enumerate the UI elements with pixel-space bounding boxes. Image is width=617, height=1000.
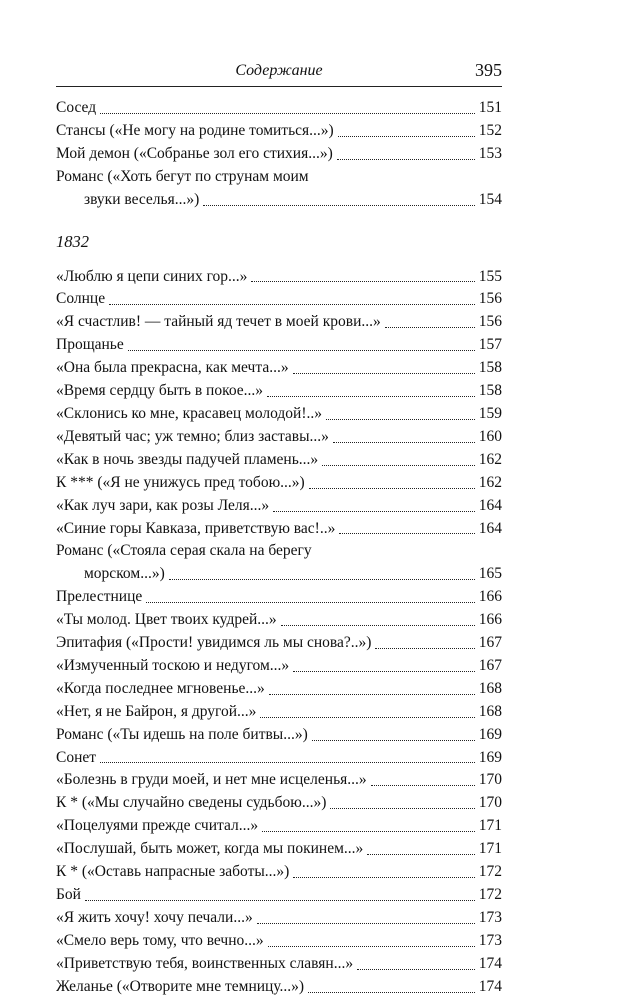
toc-entry-page: 156: [478, 290, 502, 308]
toc-entry-page: 154: [478, 190, 502, 208]
toc-entry: [56, 678, 502, 701]
toc-entry: [56, 724, 502, 747]
dot-leader: [333, 442, 475, 443]
toc-list-1832: [56, 266, 502, 999]
toc-entry: [56, 472, 502, 495]
toc-entry-title: Сонет: [56, 748, 97, 766]
toc-entry-title: Прощанье: [56, 336, 124, 354]
dot-leader: [385, 327, 475, 328]
toc-entry: [56, 701, 502, 724]
dot-leader: [281, 625, 475, 626]
dot-leader: [100, 762, 475, 763]
dot-leader: [260, 717, 474, 718]
toc-entry-page: 172: [478, 886, 502, 903]
toc-entry-title: «Поцелуями прежде считал...»: [56, 817, 259, 835]
dot-leader: [257, 923, 475, 924]
toc-entry-continuation-row: [56, 563, 502, 586]
toc-list-before: [56, 97, 502, 212]
dot-leader: [371, 785, 475, 786]
toc-entry-page: 152: [478, 121, 502, 139]
dot-leader: [293, 671, 475, 672]
toc-entry-title: «Смело верь тому, что вечно...»: [56, 931, 264, 949]
toc-entry: [56, 861, 502, 884]
toc-entry-page: 165: [478, 565, 502, 583]
dot-leader: [339, 533, 474, 534]
toc-page: [56, 58, 502, 999]
toc-entry-title: «Нет, я не Байрон, я другой...»: [56, 702, 257, 720]
dot-leader: [251, 281, 474, 282]
toc-entry: [56, 769, 502, 792]
toc-entry-title: Мой демон («Собранье зол его стихия...»): [56, 144, 333, 162]
toc-entry-title: К * («Мы случайно сведены судьбою...»): [56, 794, 327, 812]
toc-entry-page: 168: [478, 702, 502, 720]
toc-entry-page: 173: [478, 908, 502, 926]
toc-entry-title: «Я счастлив! — тайный яд течет в моей крови...»: [56, 313, 381, 331]
toc-entry: [56, 609, 502, 632]
dot-leader: [203, 205, 474, 206]
running-title: Содержание: [235, 62, 323, 79]
toc-entry: [56, 930, 502, 953]
toc-entry: [56, 953, 502, 976]
toc-entry: [56, 380, 502, 403]
toc-entry-title: «Я жить хочу! хочу печали...»: [56, 908, 253, 926]
toc-entry: [56, 518, 502, 541]
toc-entry: [56, 143, 502, 166]
toc-entry-title: «Девятый час; уж темно; близ заставы...»: [56, 427, 329, 445]
toc-entry-page: 169: [478, 748, 502, 766]
toc-entry: [56, 792, 502, 815]
dot-leader: [268, 946, 475, 947]
dot-leader: [262, 831, 475, 832]
toc-entry-title: Солнце: [56, 290, 106, 308]
dot-leader: [309, 488, 475, 489]
dot-leader: [375, 648, 474, 649]
toc-entry-title: «Когда последнее мгновенье...»: [56, 679, 265, 697]
dot-leader: [267, 396, 475, 397]
toc-entry: [56, 120, 502, 143]
toc-entry-title: «Болезнь в груди моей, и нет мне исцеленья...»: [56, 771, 367, 789]
dot-leader: [322, 465, 475, 466]
dot-leader: [308, 992, 475, 993]
toc-entry-title: «Приветствую тебя, воинственных славян...»: [56, 954, 354, 972]
toc-entry-continuation-row: [56, 189, 502, 212]
toc-entry: [56, 334, 502, 357]
toc-entry-title: «Как в ночь звезды падучей пламень...»: [56, 450, 319, 468]
toc-entry: [56, 907, 502, 930]
toc-entry: [56, 884, 502, 907]
toc-entry-title: Романс («Стояла серая скала на берегу: [56, 542, 312, 560]
toc-entry-title: «Она была прекрасна, как мечта...»: [56, 359, 289, 377]
toc-entry-title: К *** («Я не унижусь пред тобою...»): [56, 473, 305, 491]
toc-entry: [56, 449, 502, 472]
toc-entry-page: 170: [478, 794, 502, 812]
toc-entry-page: 171: [478, 817, 502, 835]
toc-entry-title: «Люблю я цепи синих гор...»: [56, 267, 248, 285]
dot-leader: [109, 304, 475, 305]
toc-entry: [56, 426, 502, 449]
running-header: [56, 58, 502, 84]
toc-entry-page: 168: [478, 679, 502, 697]
toc-entry-title-continuation: морском...»): [84, 565, 165, 583]
toc-entry-title: Романс («Ты идешь на поле битвы...»): [56, 725, 308, 743]
dot-leader: [100, 113, 475, 114]
toc-entry-title: «Измученный тоскою и недугом...»: [56, 656, 290, 674]
toc-entry: [56, 838, 502, 861]
toc-entry-page: 156: [478, 313, 502, 331]
toc-entry-title: Прелестнице: [56, 588, 143, 606]
toc-entry-title: «Ты молод. Цвет твоих кудрей...»: [56, 611, 277, 629]
toc-entry-page: 162: [478, 450, 502, 468]
toc-entry-title-continuation: звуки веселья...»): [84, 190, 200, 208]
toc-entry-title: Желанье («Отворите мне темницу...»): [56, 977, 305, 995]
dot-leader: [326, 419, 475, 420]
toc-entry-page: 172: [478, 863, 502, 881]
toc-entry-title: «Склонись ко мне, красавец молодой!..»: [56, 404, 322, 422]
toc-entry-page: 157: [478, 336, 502, 354]
toc-entry-page: 171: [478, 840, 502, 858]
dot-leader: [269, 694, 475, 695]
toc-entry-page: 153: [478, 144, 502, 162]
toc-entry-page: 151: [478, 99, 502, 116]
dot-leader: [337, 159, 475, 160]
toc-entry: [56, 166, 502, 212]
dot-leader: [169, 579, 475, 580]
toc-entry-page: 167: [478, 634, 502, 652]
dot-leader: [293, 877, 474, 878]
dot-leader: [273, 511, 475, 512]
toc-entry-title: Романс («Хоть бегут по струнам моим: [56, 167, 309, 185]
toc-entry: [56, 97, 502, 120]
toc-entry-page: 174: [478, 954, 502, 972]
toc-entry-page: 166: [478, 611, 502, 629]
section-year-heading: 1832: [56, 231, 89, 251]
dot-leader: [357, 969, 475, 970]
toc-entry-title: Эпитафия («Прости! увидимся ль мы снова?..»): [56, 634, 372, 652]
toc-entry-title: Стансы («Не могу на родине томиться...»): [56, 121, 334, 139]
toc-entry: [56, 540, 502, 586]
dot-leader: [367, 854, 474, 855]
dot-leader: [146, 602, 475, 603]
toc-entry: [56, 288, 502, 311]
toc-entry-title: «Синие горы Кавказа, приветствую вас!..»: [56, 519, 336, 537]
toc-entry-title: Бой: [56, 886, 81, 903]
toc-entry-title: «Послушай, быть может, когда мы покинем...»: [56, 840, 364, 858]
dot-leader: [128, 350, 475, 351]
toc-entry-page: 174: [478, 977, 502, 995]
toc-entry-page: 173: [478, 931, 502, 949]
toc-entry: [56, 495, 502, 518]
toc-entry-page: 166: [478, 588, 502, 606]
toc-entry-page: 158: [478, 382, 502, 400]
toc-entry-title: Сосед: [56, 99, 97, 116]
dot-leader: [338, 136, 475, 137]
dot-leader: [293, 373, 475, 374]
toc-entry-page: 158: [478, 359, 502, 377]
dot-leader: [312, 740, 475, 741]
dot-leader: [85, 900, 475, 901]
toc-entry: [56, 311, 502, 334]
toc-entry-page: 164: [478, 519, 502, 537]
toc-entry: [56, 976, 502, 999]
dot-leader: [330, 808, 474, 809]
toc-entry-title: «Время сердцу быть в покое...»: [56, 382, 264, 400]
toc-entry-page: 162: [478, 473, 502, 491]
toc-entry-page: 160: [478, 427, 502, 445]
toc-entry-page: 159: [478, 404, 502, 422]
toc-entry: [56, 632, 502, 655]
toc-entry-title: «Как луч зари, как розы Леля...»: [56, 496, 270, 514]
toc-entry: [56, 403, 502, 426]
page-number: 395: [475, 60, 502, 80]
toc-entry-page: 167: [478, 656, 502, 674]
toc-entry: [56, 815, 502, 838]
toc-entry: [56, 586, 502, 609]
toc-entry: [56, 357, 502, 380]
toc-entry-page: 155: [478, 267, 502, 285]
toc-entry-page: 169: [478, 725, 502, 743]
toc-entry-title: К * («Оставь напрасные заботы...»): [56, 863, 290, 881]
toc-entry: [56, 747, 502, 770]
toc-entry: [56, 266, 502, 289]
toc-entry-page: 170: [478, 771, 502, 789]
header-rule: [56, 86, 502, 87]
toc-entry: [56, 655, 502, 678]
toc-entry-page: 164: [478, 496, 502, 514]
